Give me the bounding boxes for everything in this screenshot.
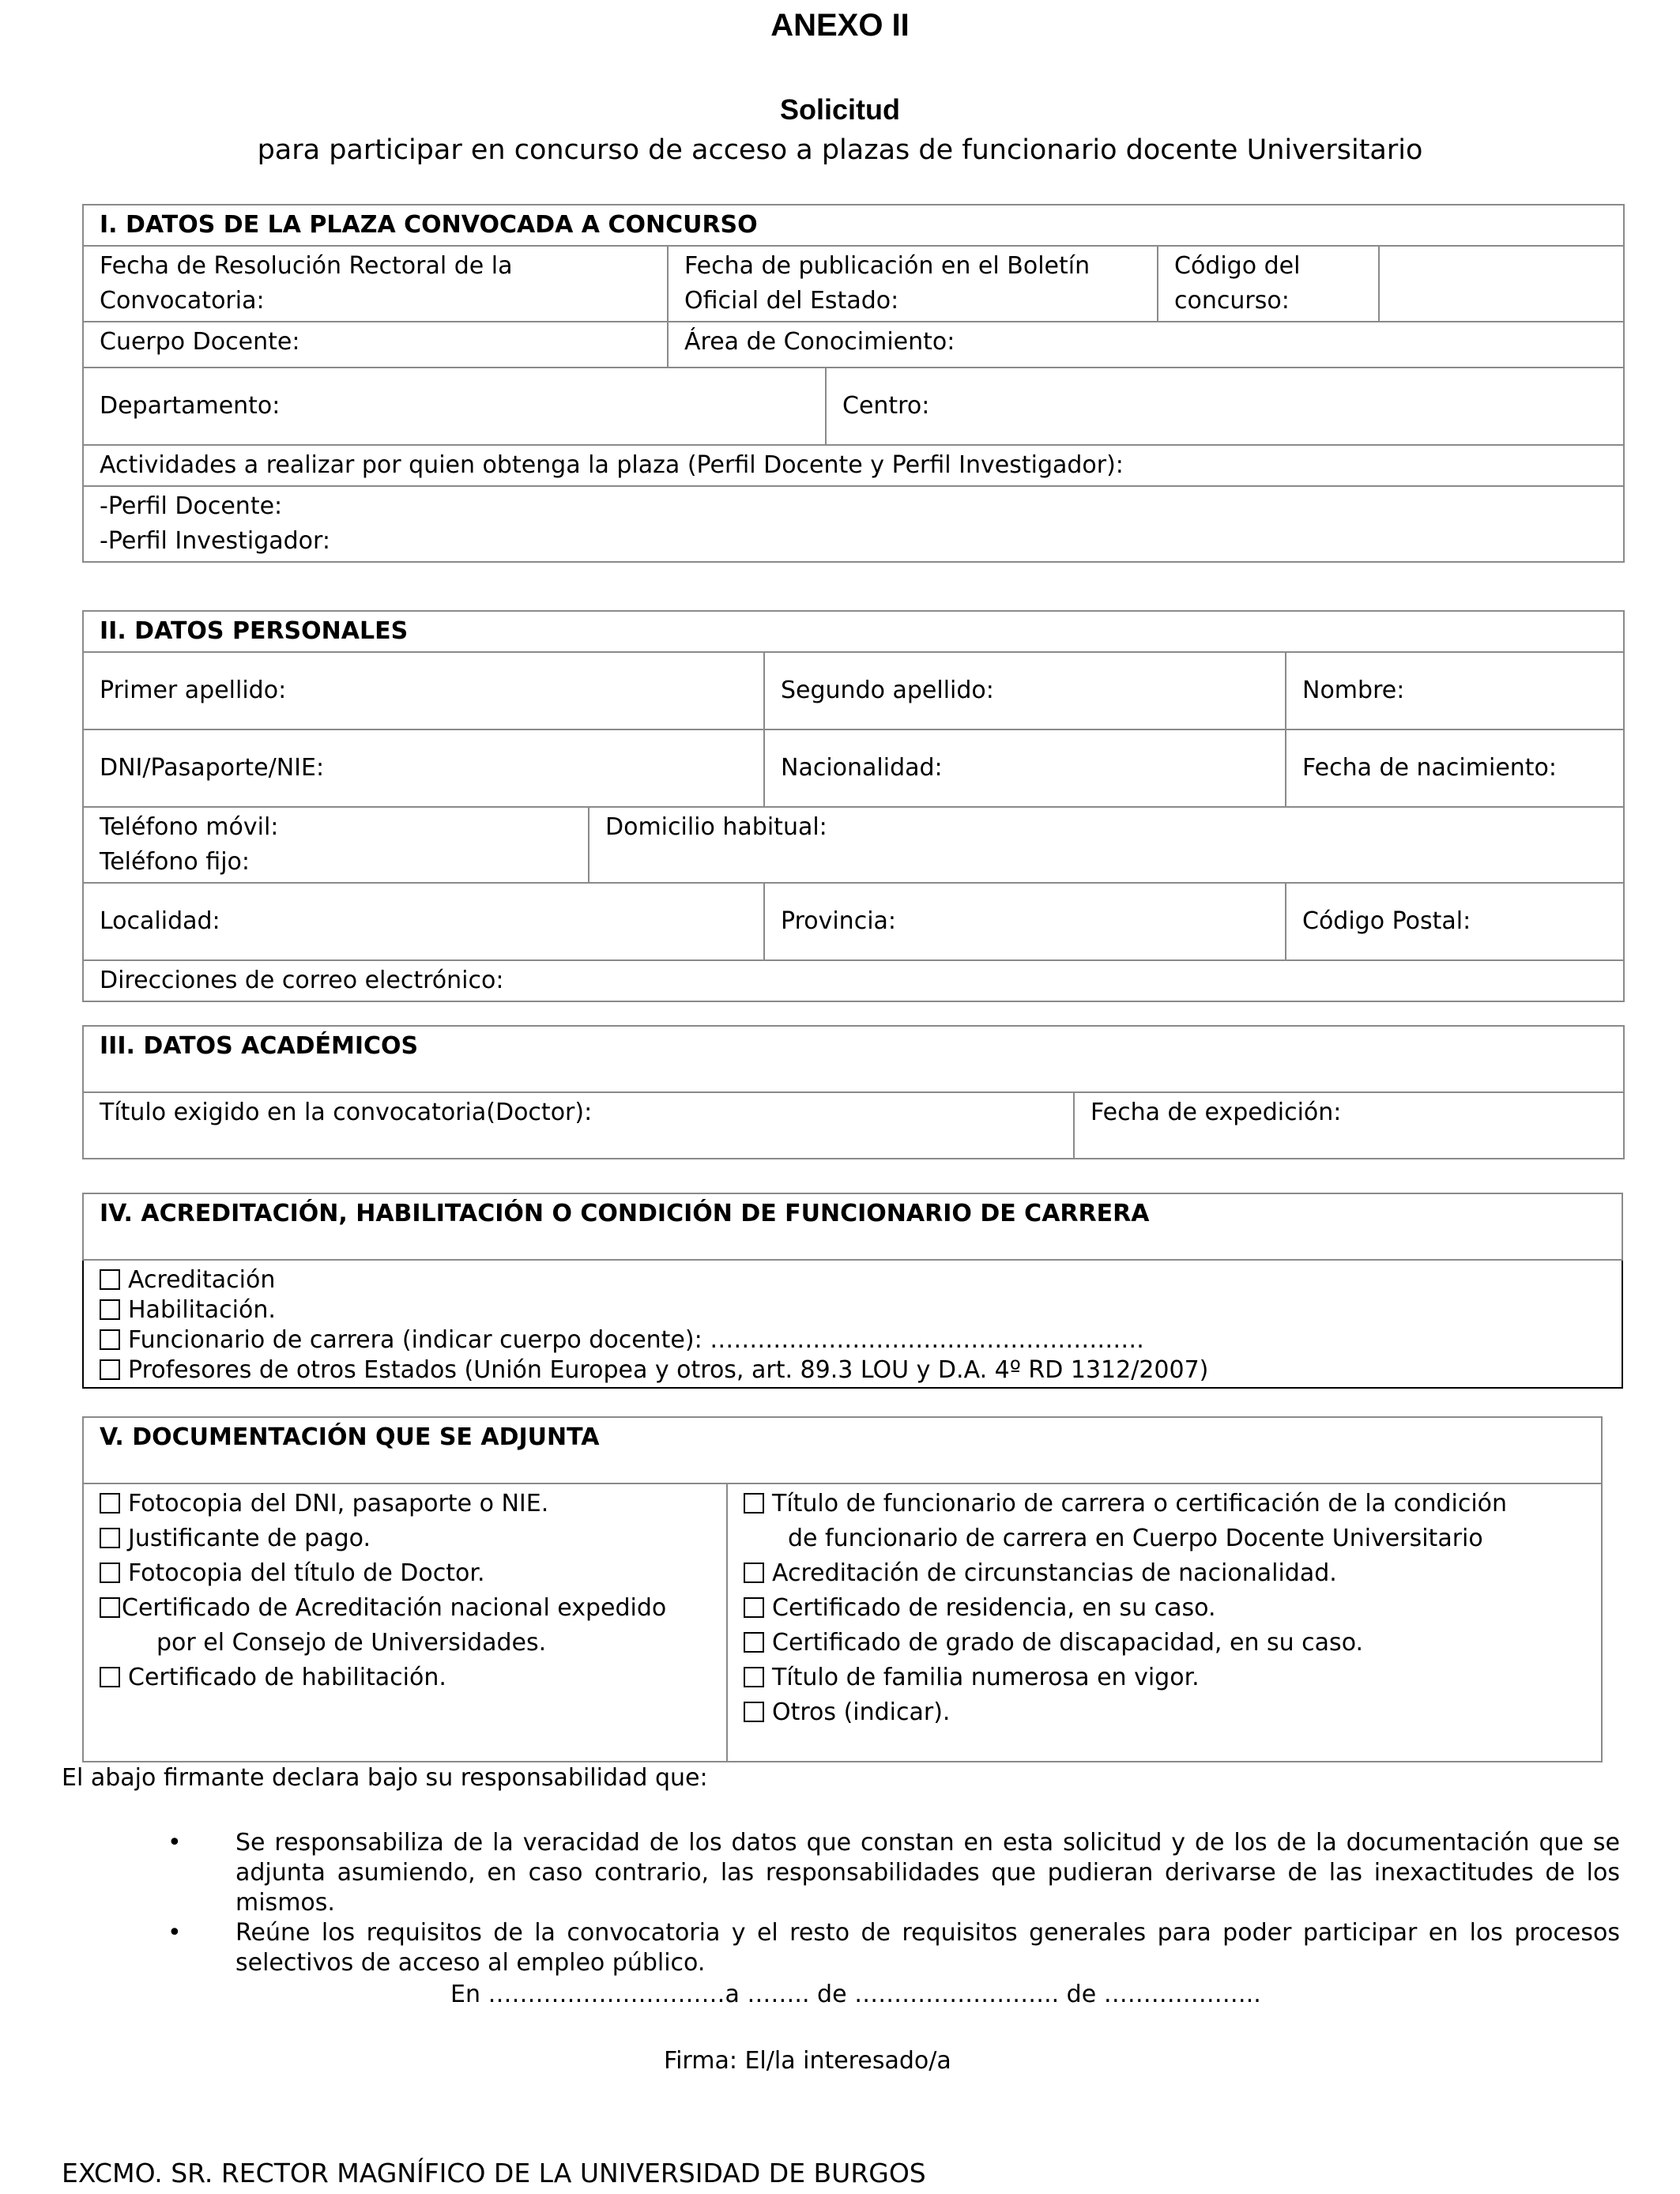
doc-acreditacion-cont: por el Consejo de Universidades. bbox=[156, 1629, 547, 1657]
option-habilitacion[interactable]: Habilitación. bbox=[100, 1295, 1606, 1325]
bullet-1: • bbox=[168, 1829, 182, 1857]
checkbox[interactable] bbox=[100, 1563, 120, 1583]
checkbox[interactable] bbox=[744, 1632, 764, 1653]
doc-residencia[interactable]: Certificado de residencia, en su caso. bbox=[744, 1591, 1585, 1626]
place-date-line[interactable]: En …………………………a …….. de …………………….. de ……………….. bbox=[450, 1981, 1261, 2008]
nacionalidad-field[interactable]: Nacionalidad: bbox=[764, 729, 1286, 807]
localidad-field[interactable]: Localidad: bbox=[83, 883, 764, 960]
codigo-concurso-label-1: Código del bbox=[1174, 252, 1301, 280]
fecha-resolucion-field bbox=[83, 246, 668, 322]
departamento-field[interactable]: Departamento: bbox=[83, 368, 826, 445]
section-personales-title: II. DATOS PERSONALES bbox=[83, 611, 1624, 652]
section-academicos-title: III. DATOS ACADÉMICOS bbox=[83, 1026, 1624, 1092]
section-acreditacion bbox=[82, 1193, 1623, 1389]
checkbox[interactable] bbox=[744, 1493, 764, 1514]
checkbox[interactable] bbox=[744, 1597, 764, 1618]
area-conocimiento-field[interactable]: Área de Conocimiento: bbox=[668, 322, 1624, 368]
centro-field[interactable]: Centro: bbox=[826, 368, 1624, 445]
doc-acreditacion[interactable]: Certificado de Acreditación nacional expedido bbox=[100, 1591, 710, 1626]
telefonos-field[interactable] bbox=[83, 807, 589, 883]
fecha-expedicion-field[interactable]: Fecha de expedición: bbox=[1074, 1092, 1624, 1159]
segundo-apellido-field[interactable]: Segundo apellido: bbox=[764, 652, 1286, 729]
checkbox[interactable] bbox=[100, 1597, 120, 1618]
checkbox[interactable] bbox=[100, 1667, 120, 1687]
option-acreditacion[interactable]: Acreditación bbox=[100, 1265, 1606, 1295]
documentos-col-derecha bbox=[727, 1483, 1602, 1762]
provincia-field[interactable]: Provincia: bbox=[764, 883, 1286, 960]
doc-nacionalidad[interactable]: Acreditación de circunstancias de nacionalidad. bbox=[744, 1556, 1585, 1591]
checkbox[interactable] bbox=[744, 1667, 764, 1687]
declaration-item-2: Reúne los requisitos de la convocatoria y el resto de requisitos generales para poder participar en los procesos selectivos de acceso al empleo público. bbox=[235, 1919, 1620, 1977]
titulo-exigido-field[interactable]: Título exigido en la convocatoria(Doctor): bbox=[83, 1092, 1074, 1159]
doc-habilitacion[interactable]: Certificado de habilitación. bbox=[100, 1661, 710, 1695]
codigo-concurso-label-2: concurso: bbox=[1174, 287, 1290, 315]
signature-label: Firma: El/la interesado/a bbox=[664, 2047, 951, 2075]
form-subtitle: para participar en concurso de acceso a plazas de funcionario docente Universitario bbox=[257, 134, 1423, 166]
section-acreditacion-title: IV. ACREDITACIÓN, HABILITACIÓN O CONDICIÓN DE FUNCIONARIO DE CARRERA bbox=[83, 1193, 1622, 1260]
doc-pago[interactable]: Justificante de pago. bbox=[100, 1521, 710, 1556]
section-plaza bbox=[82, 204, 1625, 563]
actividades-label: Actividades a realizar por quien obtenga la plaza (Perfil Docente y Perfil Investigador): bbox=[83, 445, 1624, 486]
fecha-publicacion-field bbox=[668, 246, 1158, 322]
checkbox[interactable] bbox=[744, 1563, 764, 1583]
option-otros-estados[interactable]: Profesores de otros Estados (Unión Europea y otros, art. 89.3 LOU y D.A. 4º RD 1312/2007) bbox=[100, 1355, 1606, 1385]
codigo-concurso-field bbox=[1158, 246, 1379, 322]
codigo-concurso-input[interactable] bbox=[1379, 246, 1624, 322]
section-personales bbox=[82, 610, 1625, 1002]
form-title: Solicitud bbox=[780, 93, 900, 126]
declaration-item-1: Se responsabiliza de la veracidad de los datos que constan en esta solicitud y de los de la documentación que se adjunta asumiendo, en caso contrario, las responsabilidades que pudieran derivarse de las inexactitudes de los mismos. bbox=[235, 1829, 1620, 1917]
checkbox[interactable] bbox=[100, 1299, 120, 1320]
section-documentacion-title: V. DOCUMENTACIÓN QUE SE ADJUNTA bbox=[83, 1417, 1602, 1483]
primer-apellido-field[interactable]: Primer apellido: bbox=[83, 652, 764, 729]
doc-discapacidad[interactable]: Certificado de grado de discapacidad, en su caso. bbox=[744, 1626, 1585, 1661]
fecha-publicacion-label-1: Fecha de publicación en el Boletín bbox=[684, 252, 1090, 280]
checkbox[interactable] bbox=[100, 1329, 120, 1350]
fecha-resolucion-label-2: Convocatoria: bbox=[100, 287, 265, 315]
fecha-publicacion-label-2: Oficial del Estado: bbox=[684, 287, 899, 315]
doc-familia-numerosa[interactable]: Título de familia numerosa en vigor. bbox=[744, 1661, 1585, 1695]
dni-field[interactable]: DNI/Pasaporte/NIE: bbox=[83, 729, 764, 807]
checkbox[interactable] bbox=[100, 1269, 120, 1290]
doc-titulo-doctor[interactable]: Fotocopia del título de Doctor. bbox=[100, 1556, 710, 1591]
telefono-fijo-label: Teléfono fijo: bbox=[100, 848, 250, 876]
perfil-investigador-label: -Perfil Investigador: bbox=[100, 527, 330, 555]
option-funcionario[interactable]: Funcionario de carrera (indicar cuerpo docente): ………………………………………………. bbox=[100, 1325, 1606, 1355]
telefono-movil-label: Teléfono móvil: bbox=[100, 813, 279, 841]
doc-titulo-funcionario[interactable]: Título de funcionario de carrera o certificación de la condición bbox=[744, 1487, 1585, 1521]
checkbox[interactable] bbox=[100, 1359, 120, 1380]
checkbox[interactable] bbox=[100, 1528, 120, 1548]
section-documentacion bbox=[82, 1416, 1603, 1762]
annex-title: ANEXO II bbox=[770, 8, 910, 43]
doc-dni[interactable]: Fotocopia del DNI, pasaporte o NIE. bbox=[100, 1487, 710, 1521]
section-plaza-title: I. DATOS DE LA PLAZA CONVOCADA A CONCURSO bbox=[83, 205, 1624, 246]
fecha-resolucion-label-1: Fecha de Resolución Rectoral de la bbox=[100, 252, 513, 280]
perfiles-field[interactable] bbox=[83, 486, 1624, 562]
checkbox[interactable] bbox=[100, 1493, 120, 1514]
bullet-2: • bbox=[168, 1919, 182, 1947]
perfil-docente-label: -Perfil Docente: bbox=[100, 492, 283, 520]
checkbox[interactable] bbox=[744, 1702, 764, 1722]
domicilio-field[interactable]: Domicilio habitual: bbox=[589, 807, 1624, 883]
acreditacion-options bbox=[83, 1260, 1622, 1388]
fecha-nacimiento-field[interactable]: Fecha de nacimiento: bbox=[1286, 729, 1624, 807]
cuerpo-docente-field[interactable]: Cuerpo Docente: bbox=[83, 322, 668, 368]
doc-otros[interactable]: Otros (indicar). bbox=[744, 1695, 1585, 1730]
correo-field[interactable]: Direcciones de correo electrónico: bbox=[83, 960, 1624, 1001]
doc-titulo-funcionario-cont: de funcionario de carrera en Cuerpo Docente Universitario bbox=[788, 1525, 1483, 1552]
section-academicos bbox=[82, 1025, 1625, 1159]
codigo-postal-field[interactable]: Código Postal: bbox=[1286, 883, 1624, 960]
declaration-intro: El abajo firmante declara bajo su responsabilidad que: bbox=[62, 1764, 708, 1792]
documentos-col-izquierda bbox=[83, 1483, 727, 1762]
addressee: EXCMO. SR. RECTOR MAGNÍFICO DE LA UNIVERSIDAD DE BURGOS bbox=[62, 2158, 926, 2188]
nombre-field[interactable]: Nombre: bbox=[1286, 652, 1624, 729]
